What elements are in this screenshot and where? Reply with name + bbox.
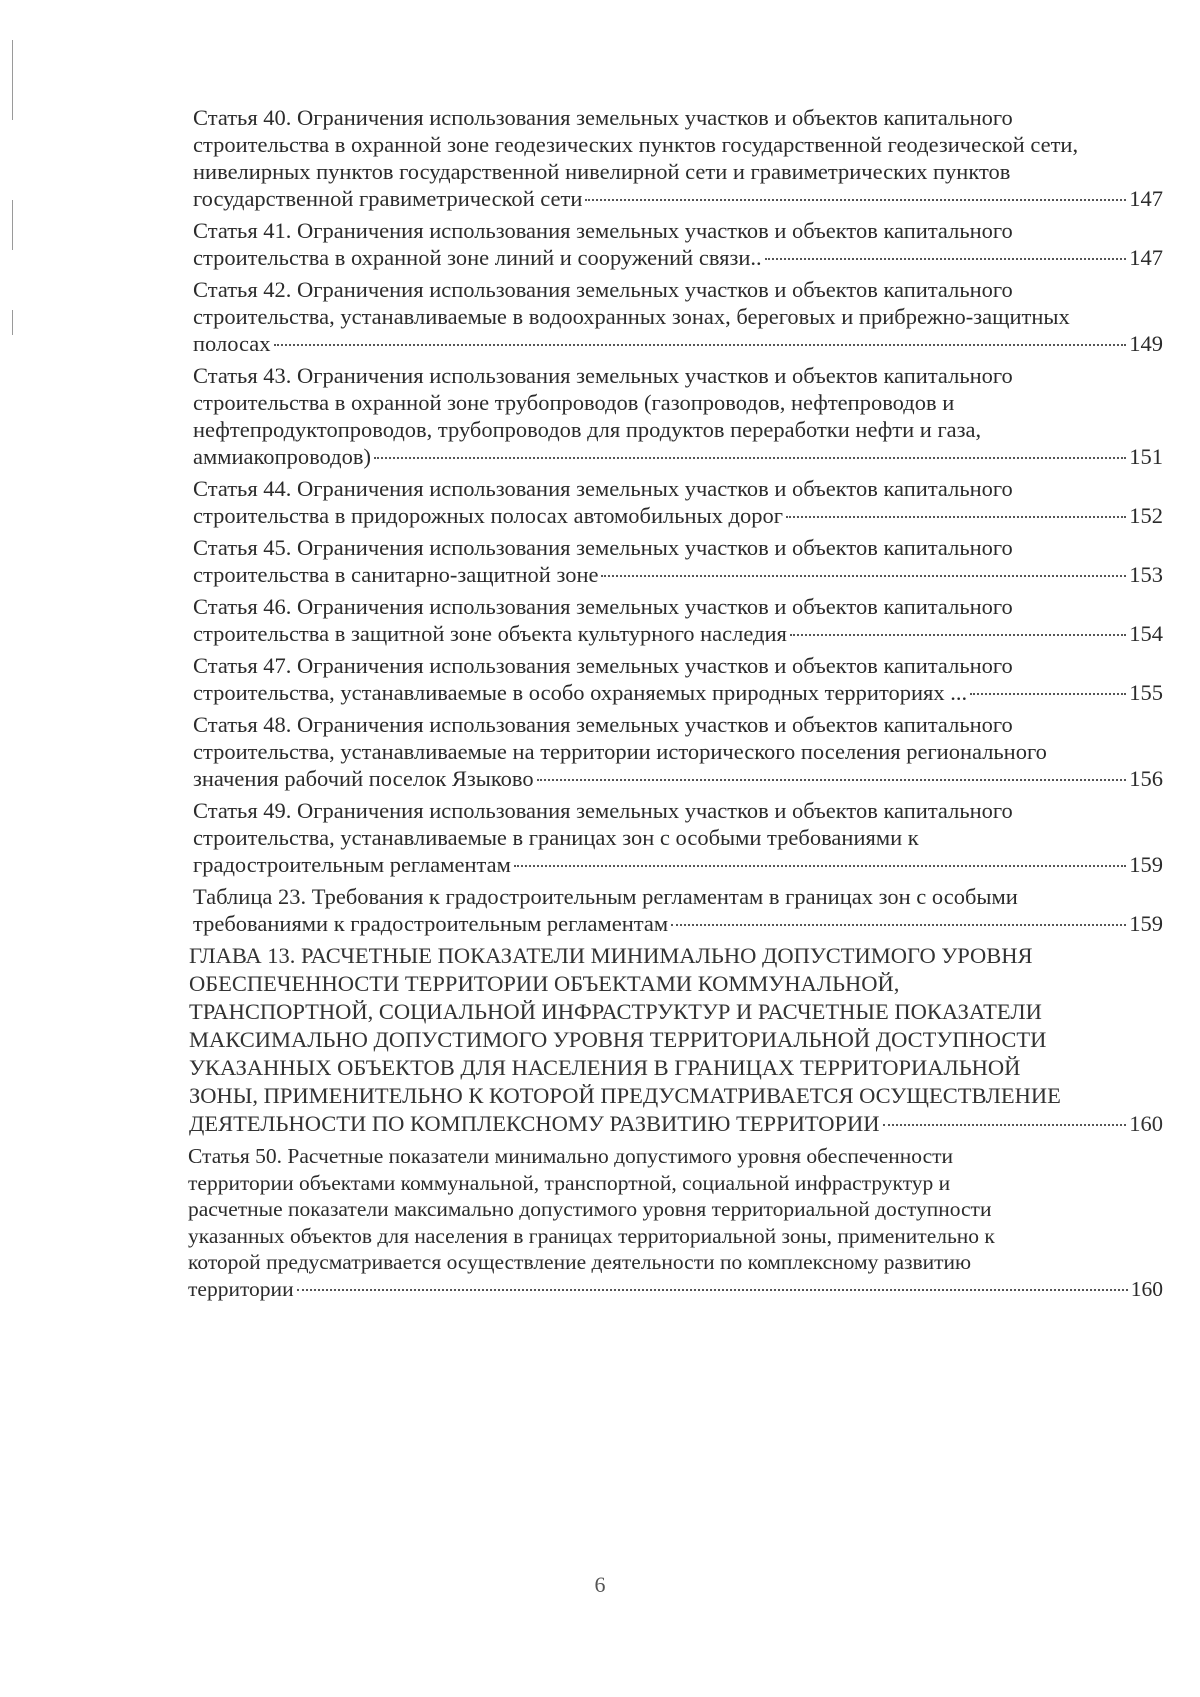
toc-entry-line: Статья 49. Ограничения использования земельных участков и объектов капитального: [193, 798, 1013, 823]
toc-page-number[interactable]: 160: [1130, 1276, 1163, 1301]
toc-entry-text: [193, 652, 1163, 706]
toc-page-number[interactable]: 153: [1129, 562, 1163, 587]
toc-entry-leader-line: [193, 620, 1163, 647]
toc-entry-line: Статья 41. Ограничения использования земельных участков и объектов капитального: [193, 218, 1013, 243]
toc-page-number[interactable]: 151: [1129, 444, 1163, 469]
toc-article-entry[interactable]: [193, 276, 1163, 357]
toc-entry-line: строительства, устанавливаемые на территории исторического поселения регионального: [193, 739, 1047, 764]
toc-article-entry[interactable]: [193, 534, 1163, 588]
toc-entry-line: Статья 42. Ограничения использования земельных участков и объектов капитального: [193, 277, 1013, 302]
toc-article-entry[interactable]: [193, 475, 1163, 529]
toc-entry-last-line: строительства в защитной зоне объекта культурного наследия: [193, 621, 787, 646]
dot-leader: [297, 1289, 1128, 1291]
toc-article-entry[interactable]: [188, 1143, 1163, 1302]
dot-leader: [537, 779, 1127, 781]
toc-entry-leader-line: [189, 1110, 1163, 1138]
toc-entry-line: ГЛАВА 13. РАСЧЕТНЫЕ ПОКАЗАТЕЛИ МИНИМАЛЬНО ДОПУСТИМОГО УРОВНЯ: [189, 943, 1033, 968]
dot-leader: [970, 693, 1126, 695]
dot-leader: [671, 924, 1126, 926]
toc-entry-last-line: строительства в санитарно-защитной зоне: [193, 562, 599, 587]
toc-entry-line: УКАЗАННЫХ ОБЪЕКТОВ ДЛЯ НАСЕЛЕНИЯ В ГРАНИЦАХ ТЕРРИТОРИАЛЬНОЙ: [189, 1055, 1021, 1080]
toc-entry-text: [193, 711, 1163, 792]
toc-entry-line: строительства в охранной зоне трубопроводов (газопроводов, нефтепроводов и: [193, 390, 955, 415]
toc-entry-text: [193, 217, 1163, 271]
toc-entry-line: Статья 48. Ограничения использования земельных участков и объектов капитального: [193, 712, 1013, 737]
toc-entry-last-line: ДЕЯТЕЛЬНОСТИ ПО КОМПЛЕКСНОМУ РАЗВИТИЮ ТЕРРИТОРИИ: [189, 1111, 880, 1136]
toc-page-number[interactable]: 155: [1129, 680, 1163, 705]
toc-entry-last-line: строительства, устанавливаемые в особо охраняемых природных территориях ...: [193, 680, 968, 705]
toc-entry-line: нефтепродуктопроводов, трубопроводов для продуктов переработки нефти и газа,: [193, 417, 982, 442]
toc-entry-line: которой предусматривается осуществление деятельности по комплексному развитию: [188, 1250, 972, 1274]
toc-entry-line: строительства, устанавливаемые в границах зон с особыми требованиями к: [193, 825, 919, 850]
scan-edge-mark: [12, 310, 13, 335]
toc-page-number[interactable]: 147: [1129, 245, 1163, 270]
toc-entry-line: МАКСИМАЛЬНО ДОПУСТИМОГО УРОВНЯ ТЕРРИТОРИАЛЬНОЙ ДОСТУПНОСТИ: [189, 1027, 1047, 1052]
table-of-contents: [188, 104, 1163, 1307]
toc-entry-leader-line: [193, 765, 1163, 792]
toc-article-entry[interactable]: [193, 362, 1163, 470]
toc-entry-text: [193, 593, 1163, 647]
toc-article-entry[interactable]: [193, 652, 1163, 706]
toc-entry-line: Статья 43. Ограничения использования земельных участков и объектов капитального: [193, 363, 1013, 388]
dot-leader: [786, 516, 1126, 518]
dot-leader: [601, 575, 1126, 577]
toc-entry-leader-line: [193, 679, 1163, 706]
dot-leader: [585, 199, 1126, 201]
dot-leader: [374, 457, 1126, 459]
toc-entry-leader-line: [188, 1276, 1163, 1303]
toc-entry-line: территории объектами коммунальной, транспортной, социальной инфраструктур и: [188, 1170, 951, 1195]
toc-entry-line: Статья 47. Ограничения использования земельных участков и объектов капитального: [193, 653, 1013, 678]
toc-entry-leader-line: [193, 185, 1163, 212]
toc-entry-last-line: градостроительным регламентам: [193, 852, 511, 877]
toc-entry-text: [193, 475, 1163, 529]
toc-entry-text: [193, 797, 1163, 878]
toc-page-number[interactable]: 152: [1129, 503, 1163, 528]
toc-entry-last-line: полосах: [193, 331, 271, 356]
toc-entry-leader-line: [193, 910, 1163, 937]
toc-article-entry[interactable]: [193, 797, 1163, 878]
toc-entry-last-line: строительства в придорожных полосах автомобильных дорог: [193, 503, 783, 528]
toc-entry-line: Статья 44. Ограничения использования земельных участков и объектов капитального: [193, 476, 1013, 501]
toc-article-entry[interactable]: [193, 711, 1163, 792]
toc-entry-leader-line: [193, 330, 1163, 357]
toc-entry-text: [189, 942, 1163, 1138]
dot-leader: [790, 634, 1126, 636]
toc-entry-text: [188, 1143, 1163, 1302]
toc-page-number[interactable]: 159: [1129, 911, 1163, 936]
dot-leader: [274, 344, 1127, 346]
toc-entry-text: [193, 362, 1163, 470]
toc-entry-line: нивелирных пунктов государственной нивелирной сети и гравиметрических пунктов: [193, 159, 1011, 184]
toc-entry-line: строительства в охранной зоне геодезических пунктов государственной геодезической сети,: [193, 132, 1079, 157]
toc-entry-line: Таблица 23. Требования к градостроительным регламентам в границах зон с особыми: [193, 884, 1018, 909]
toc-page-number[interactable]: 149: [1129, 331, 1163, 356]
toc-page-number[interactable]: 154: [1129, 621, 1163, 646]
toc-page-number[interactable]: 147: [1129, 186, 1163, 211]
toc-article-entry[interactable]: [193, 217, 1163, 271]
toc-entry-text: [193, 276, 1163, 357]
toc-entry-text: [193, 883, 1163, 937]
page-number: 6: [594, 1572, 606, 1597]
toc-page-number[interactable]: 156: [1129, 766, 1163, 791]
toc-entry-last-line: требованиями к градостроительным регламентам: [193, 911, 669, 936]
toc-page-number[interactable]: 160: [1129, 1111, 1163, 1136]
toc-entry-line: Статья 40. Ограничения использования земельных участков и объектов капитального: [193, 105, 1013, 130]
toc-entry-last-line: аммиакопроводов): [193, 444, 371, 469]
scan-edge-mark: [12, 200, 13, 250]
toc-entry-line: ОБЕСПЕЧЕННОСТИ ТЕРРИТОРИИ ОБЪЕКТАМИ КОММУНАЛЬНОЙ,: [189, 971, 900, 996]
toc-chapter-entry[interactable]: [189, 942, 1163, 1138]
toc-entry-text: [193, 534, 1163, 588]
toc-entry-text: [193, 104, 1163, 212]
toc-entry-last-line: территории: [188, 1276, 294, 1301]
dot-leader: [883, 1124, 1127, 1126]
dot-leader: [765, 258, 1127, 260]
toc-table-entry[interactable]: [193, 883, 1163, 937]
toc-entry-last-line: строительства в охранной зоне линий и сооружений связи..: [193, 245, 762, 270]
toc-entry-line: расчетные показатели максимально допустимого уровня территориальной доступности: [188, 1197, 992, 1221]
toc-entry-leader-line: [193, 443, 1163, 470]
toc-page-number[interactable]: 159: [1129, 852, 1163, 877]
toc-entry-line: ТРАНСПОРТНОЙ, СОЦИАЛЬНОЙ ИНФРАСТРУКТУР И РАСЧЕТНЫЕ ПОКАЗАТЕЛИ: [189, 999, 1042, 1024]
toc-entry-line: ЗОНЫ, ПРИМЕНИТЕЛЬНО К КОТОРОЙ ПРЕДУСМАТРИВАЕТСЯ ОСУЩЕСТВЛЕНИЕ: [189, 1083, 1061, 1108]
toc-entry-leader-line: [193, 244, 1163, 271]
toc-entry-line: Статья 45. Ограничения использования земельных участков и объектов капитального: [193, 535, 1013, 560]
scan-edge-mark: [12, 40, 13, 120]
toc-entry-leader-line: [193, 851, 1163, 878]
toc-entry-line: Статья 46. Ограничения использования земельных участков и объектов капитального: [193, 594, 1013, 619]
toc-article-entry[interactable]: [193, 593, 1163, 647]
toc-article-entry[interactable]: [193, 104, 1163, 212]
toc-entry-last-line: государственной гравиметрической сети: [193, 186, 583, 211]
toc-entry-line: строительства, устанавливаемые в водоохранных зонах, береговых и прибрежно-защитных: [193, 304, 1070, 329]
toc-entry-line: Статья 50. Расчетные показатели минимально допустимого уровня обеспеченности: [188, 1144, 954, 1168]
toc-entry-leader-line: [193, 561, 1163, 588]
toc-entry-line: указанных объектов для населения в границах территориальной зоны, применительно к: [188, 1223, 995, 1248]
dot-leader: [514, 865, 1126, 867]
toc-entry-last-line: значения рабочий поселок Языково: [193, 766, 534, 791]
toc-entry-leader-line: [193, 502, 1163, 529]
